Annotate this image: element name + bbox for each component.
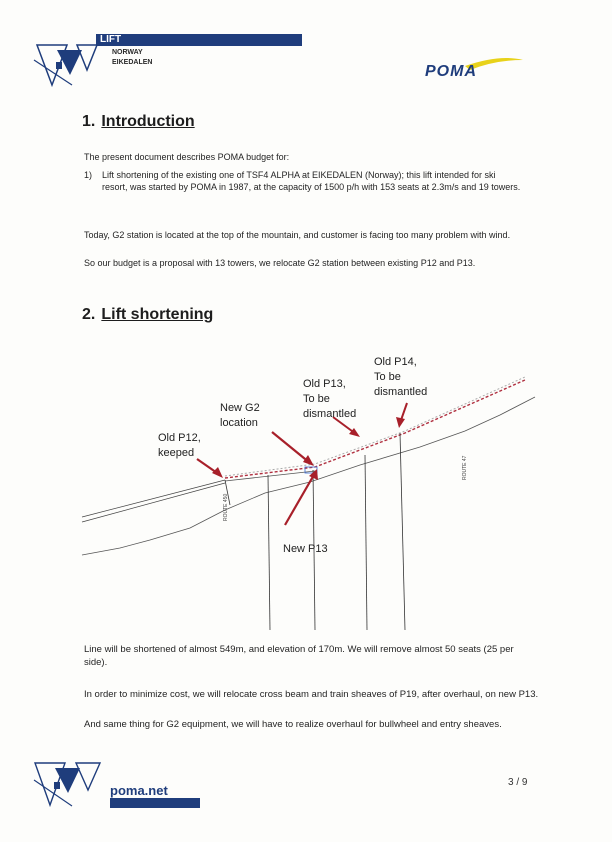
tower-new-g2 <box>268 475 270 630</box>
tower-old-p14 <box>400 433 405 630</box>
label-old-p14: Old P14, <box>374 356 417 368</box>
country-label: NORWAY <box>112 49 143 56</box>
section-number: 1. <box>82 113 96 130</box>
brand-logo: POMA <box>425 63 477 80</box>
section-heading-introduction <box>82 113 195 131</box>
list-item <box>84 170 534 206</box>
label-old-p14: dismantled <box>374 386 428 398</box>
today-paragraph: Today, G2 station is located at the top of the mountain, and customer is facing too many problem with wind. <box>84 230 511 240</box>
label-old-p12: Old P12, <box>158 432 201 444</box>
intro-paragraph: The present document describes POMA budget for: <box>84 152 290 162</box>
list-item-text: Lift shortening of the existing one of TSF4 ALPHA at EIKEDALEN (Norway); this lift intended for ski resort, was started by POMA in 1987, at the capacity of 1500 p/h with 153 seats at 2.3m/s and 19 towers. <box>102 170 521 192</box>
label-old-p13: Old P13, <box>303 378 346 390</box>
tower-old-p13 <box>365 455 367 630</box>
section-title: Lift shortening <box>101 306 214 323</box>
label-new-g2: New G2 <box>220 402 260 414</box>
lift-profile-diagram <box>60 345 560 635</box>
footer-bar <box>110 798 200 808</box>
g2-equipment-paragraph: And same thing for G2 equipment, we will have to realize overhaul for bullwheel and entry sheaves. <box>84 719 502 730</box>
section-heading-lift-shortening <box>82 306 213 324</box>
footer-logo-icon <box>32 758 104 810</box>
label-old-p12: keeped <box>158 447 195 459</box>
lift-logo-icon <box>32 40 102 90</box>
shortening-paragraph: Line will be shortened of almost 549m, and elevation of 170m. We will remove almost 50 seats (25 per side). <box>84 644 514 668</box>
label-old-p14: To be <box>374 371 401 383</box>
list-item-number: 1) <box>84 170 93 180</box>
lift-banner <box>96 34 302 46</box>
cable-line-lower <box>82 483 225 522</box>
lift-label: LIFT <box>100 34 122 45</box>
budget-paragraph: So our budget is a proposal with 13 towers, we relocate G2 station between existing P12 and P13. <box>84 258 476 268</box>
cable-line-upper <box>82 480 225 517</box>
minimize-cost-paragraph: In order to minimize cost, we will relocate cross beam and train sheaves of P19, after overhaul, on new P13. <box>84 689 539 700</box>
label-old-p13: To be <box>303 393 330 405</box>
label-old-p13: dismantled <box>303 408 357 420</box>
section-number: 2. <box>82 306 96 323</box>
page-number: 3 / 9 <box>508 777 528 788</box>
road-label: ROUTE 47 <box>462 455 468 480</box>
footer-website: poma.net <box>110 783 168 798</box>
road-label: ROUTE 450 <box>223 493 229 521</box>
label-new-g2: location <box>220 417 258 429</box>
resort-label: EIKEDALEN <box>112 59 153 66</box>
section-title: Introduction <box>101 113 195 130</box>
label-new-p13: New P13 <box>283 543 328 555</box>
